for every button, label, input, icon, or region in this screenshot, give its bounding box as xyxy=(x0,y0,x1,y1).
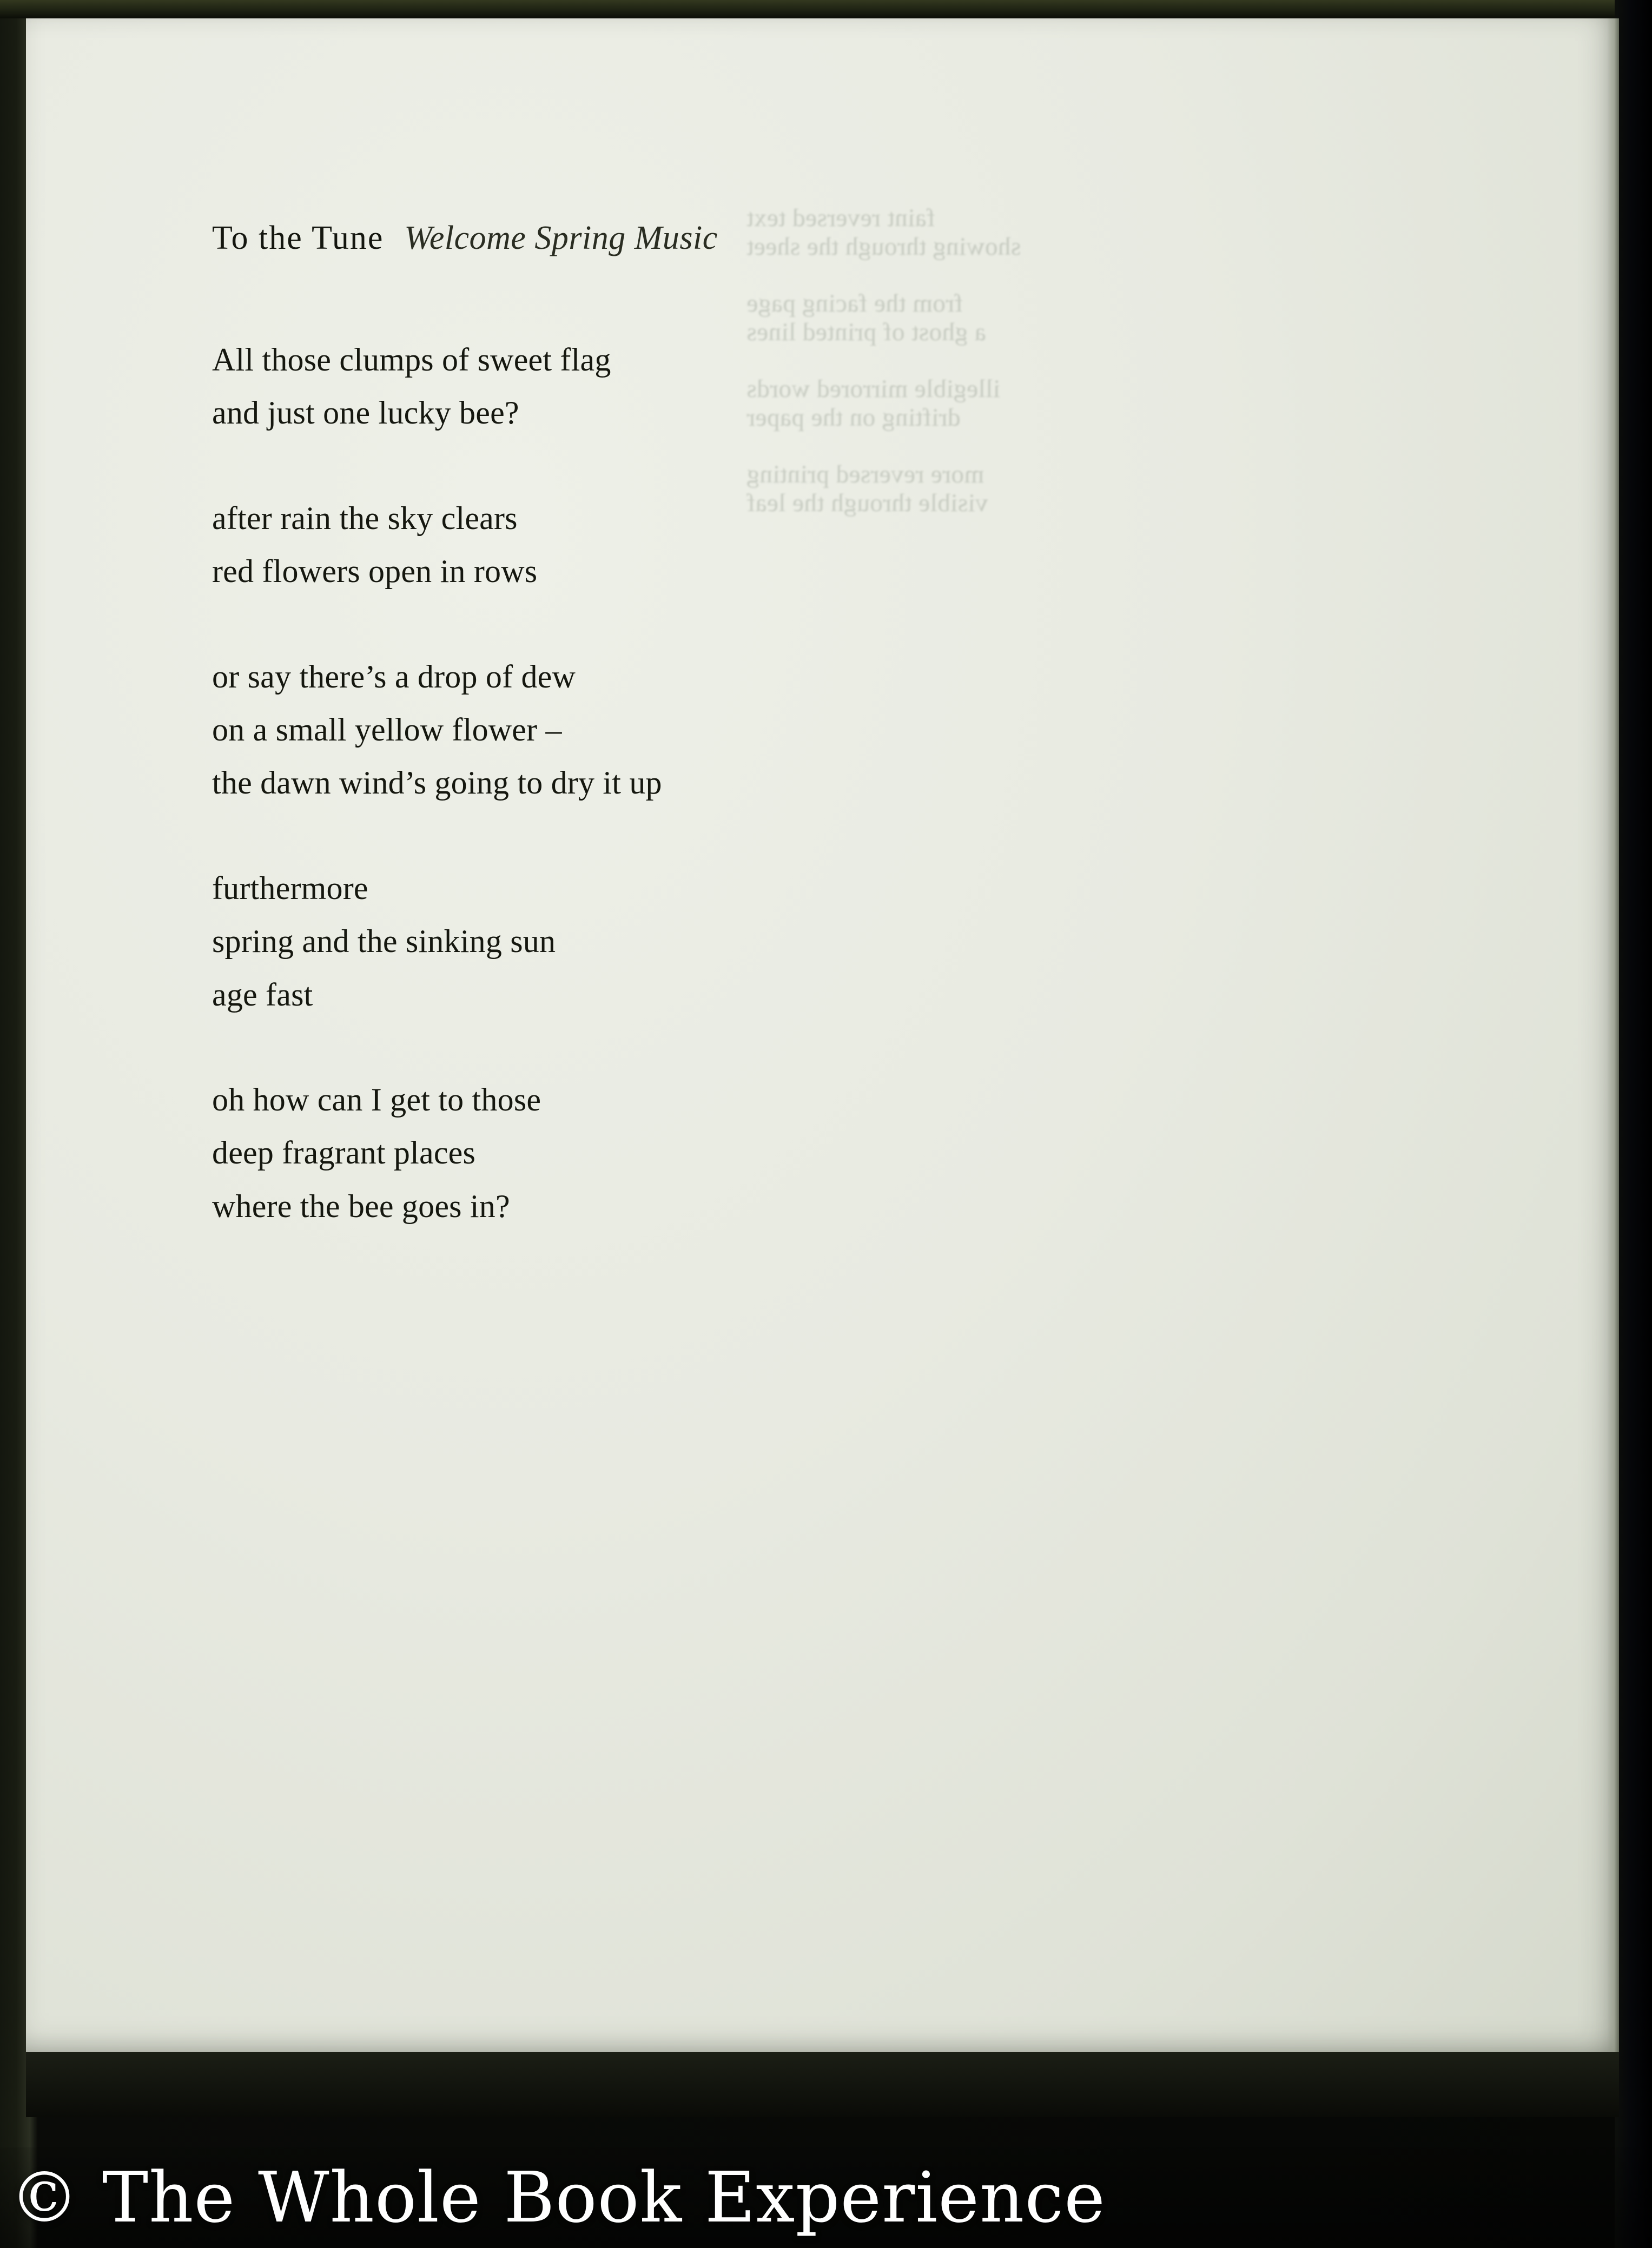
poem-line: the dawn wind’s going to dry it up xyxy=(212,765,662,801)
show-through-line: faint reversed text xyxy=(746,204,935,232)
poem-line: age fast xyxy=(212,976,313,1013)
poem-tune-name: Welcome Spring Music xyxy=(404,220,718,256)
poem-stanza xyxy=(212,650,1078,810)
watermark-text: © The Whole Book Experience xyxy=(10,2157,1106,2238)
poem-line: after rain the sky clears xyxy=(212,500,518,536)
copyright-watermark xyxy=(0,2147,1652,2248)
poem-body xyxy=(212,219,1078,1285)
show-through-line: drifting on the paper xyxy=(746,404,961,432)
show-through-line: showing through the sheet xyxy=(746,233,1021,261)
poem-line: and just one lucky bee? xyxy=(212,395,519,431)
poem-line: on a small yellow flower – xyxy=(212,711,562,748)
poem-stanza xyxy=(212,862,1078,1021)
poem-line: All those clumps of sweet flag xyxy=(212,342,611,378)
poem-stanza xyxy=(212,333,1078,440)
poem-title-label: To the Tune xyxy=(212,220,384,256)
poem-line: furthermore xyxy=(212,870,368,906)
poem-line: or say there’s a drop of dew xyxy=(212,658,576,695)
poem-line: where the bee goes in? xyxy=(212,1188,510,1224)
poem-stanza xyxy=(212,492,1078,598)
show-through-line: illegible mirrored words xyxy=(746,375,1000,403)
book-cloth-edge xyxy=(0,0,1652,18)
show-through-line: visible through the leaf xyxy=(746,489,988,517)
spine-shadow xyxy=(1615,0,1652,2248)
poem-title xyxy=(212,219,1078,257)
poem-line: spring and the sinking sun xyxy=(212,923,556,960)
poem-stanza xyxy=(212,1073,1078,1233)
poem-line: deep fragrant places xyxy=(212,1135,476,1171)
poem-line: oh how can I get to those xyxy=(212,1081,541,1118)
leaf-bottom-shadow xyxy=(26,2052,1619,2117)
poem-line: red flowers open in rows xyxy=(212,553,538,590)
show-through-line: from the facing page xyxy=(746,289,963,318)
show-through-line: a ghost of printed lines xyxy=(746,318,986,346)
show-through-line: more reversed printing xyxy=(746,460,984,488)
fore-edge xyxy=(1607,18,1619,2052)
